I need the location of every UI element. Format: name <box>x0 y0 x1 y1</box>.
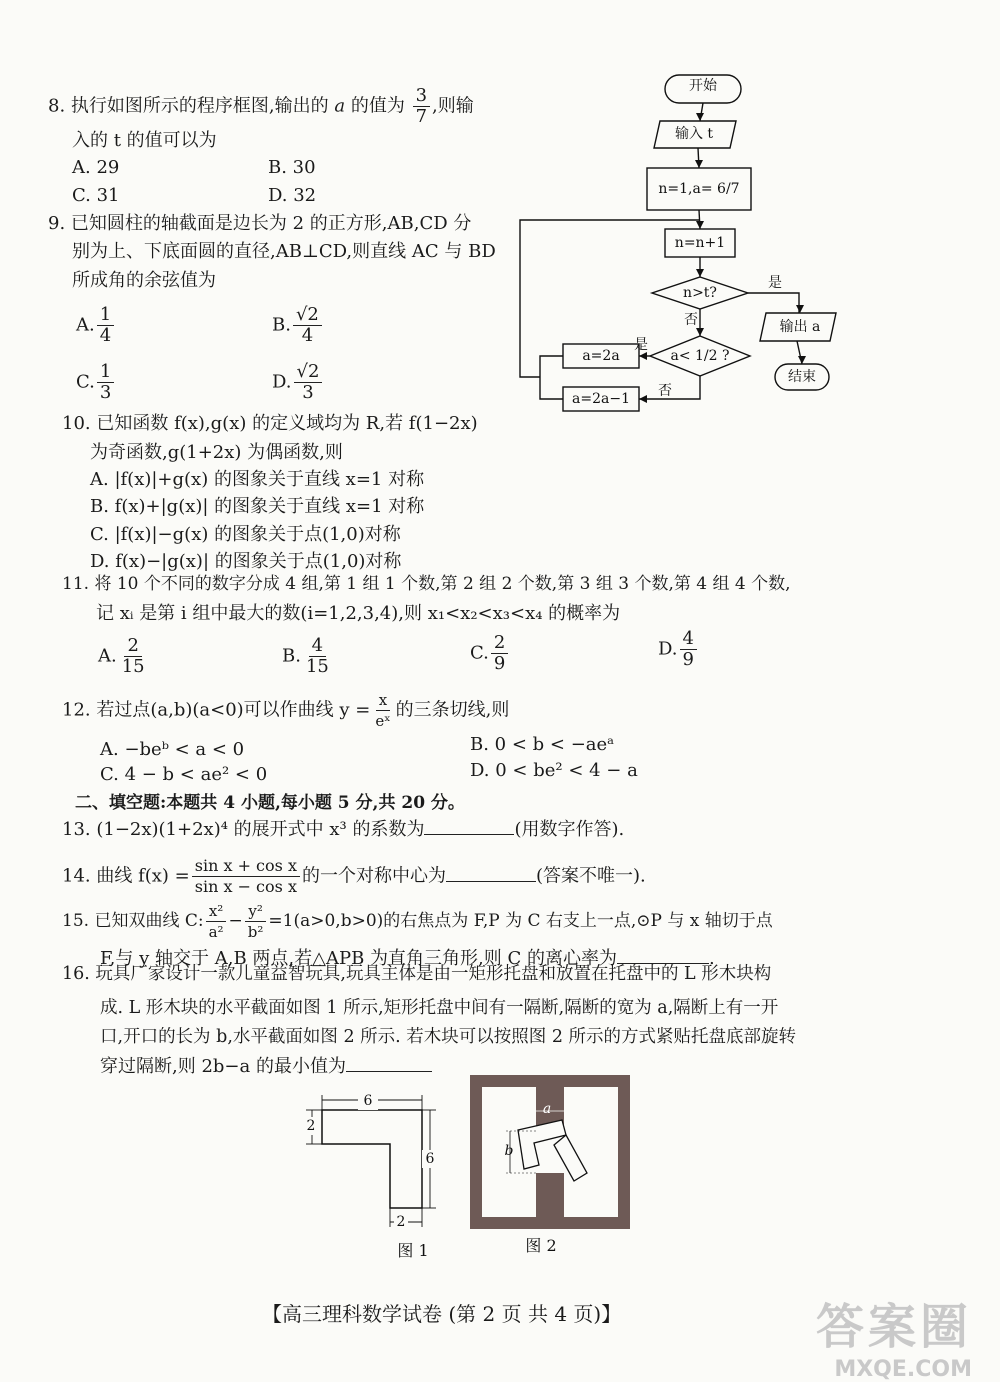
flow-condition-2: a< 1/2 ? <box>670 348 730 364</box>
q10-line2: 为奇函数,g(1+2x) 为偶函数,则 <box>90 442 343 463</box>
q9-line1: 9. 已知圆柱的轴截面是边长为 2 的正方形,AB,CD 分 <box>48 213 472 234</box>
q12-option-a: A. −beᵇ < a < 0 <box>100 739 245 760</box>
q8-fraction: $\frac{3}{7}$ <box>413 86 430 127</box>
q9-option-c: C. $\frac{1}{3}$ <box>76 362 116 403</box>
q11-option-b: B. $\frac{4}{15}$ <box>282 635 329 677</box>
q11-option-c: C. $\frac{2}{9}$ <box>470 633 510 674</box>
q10-line1: 10. 已知函数 f(x),g(x) 的定义域均为 R,若 f(1−2x) <box>62 413 478 434</box>
q8-option-a: A. 29 <box>72 157 120 178</box>
q12-option-d: D. 0 < be² < 4 − a <box>470 760 638 781</box>
flow-yes-2: 是 <box>634 337 648 353</box>
q13: 13. (1−2x)(1+2x)⁴ 的展开式中 x³ 的系数为 (用数字作答). <box>62 816 624 843</box>
q11-option-d: D. $\frac{4}{9}$ <box>658 629 699 670</box>
q14: 14. 曲线 f(x) = $\frac{\text{sin x + cos x}}{\text{sin x − cos x}}$ 的一个对称中心为 (答案不唯一). <box>62 856 646 896</box>
q8-option-d: D. 32 <box>268 185 317 206</box>
q16-line1: 16. 玩具厂家设计一款儿童益智玩具,玩具主体是由一矩形托盘和放置在托盘中的 L 形木块构 <box>62 964 772 984</box>
q11-option-a: A. $\frac{2}{15}$ <box>98 635 145 677</box>
q12-option-c: C. 4 − b < ae² < 0 <box>100 764 268 785</box>
fig1-dim-right: 6 <box>422 1150 438 1168</box>
flow-box-a2a: a=2a <box>582 348 620 364</box>
q8-line1: 8. 执行如图所示的程序框图,输出的 a 的值为 $\frac{3}{7}$ ,则输 <box>48 85 474 127</box>
q16-line4: 穿过隔断,则 2b−a 的最小值为 <box>100 1053 432 1080</box>
q11-line1: 11. 将 10 个不同的数字分成 4 组,第 1 组 1 个数,第 2 组 2 个数,第 3 组 3 个数,第 4 组 4 个数, <box>62 574 791 594</box>
q16-line3: 口,开口的长为 b,水平截面如图 2 所示. 若木块可以按照图 2 所示的方式紧贴托盘底部旋转 <box>100 1027 797 1047</box>
flow-no-2: 否 <box>658 383 672 399</box>
flow-init: n=1,a= 6/7 <box>658 181 740 197</box>
flow-condition-1: n>t? <box>683 285 717 301</box>
flow-input: 输入 t <box>674 126 714 142</box>
flow-output: 输出 a <box>779 319 821 335</box>
flow-start: 开始 <box>689 78 717 94</box>
flow-no-1: 否 <box>684 312 698 328</box>
q11-line2: 记 xᵢ 是第 i 组中最大的数(i=1,2,3,4),则 x₁<x₂<x₃<x₄ 的概率为 <box>96 603 621 624</box>
q10-option-c: C. |f(x)|−g(x) 的图象关于点(1,0)对称 <box>90 524 401 545</box>
q9-option-b: B. $\frac{√2}{4}$ <box>272 305 324 346</box>
q12-line1: 12. 若过点(a,b)(a<0)可以作曲线 y = $\frac{x}{\text{eˣ}}$ 的三条切线,则 <box>62 691 510 730</box>
q12-option-b: B. 0 < b < −aeᵃ <box>470 734 615 755</box>
page-footer: 【高三理科数学试卷 (第 2 页 共 4 页)】 <box>262 1302 622 1326</box>
fig1-dim-bottom: 2 <box>394 1213 408 1231</box>
flow-increment: n=n+1 <box>674 235 726 251</box>
section-2-heading: 二、填空题:本题共 4 小题,每小题 5 分,共 20 分。 <box>75 793 465 813</box>
flow-end: 结束 <box>788 369 816 385</box>
fig2-label-a: a <box>542 1101 552 1117</box>
q15-line1: 15. 已知双曲线 C: $\frac{\text{x²}}{\text{a²}}$ − $\frac{\text{y²}}{\text{b²}}$ =1(a>0,b>0)的右焦点为 F,P 为 C 右支上一点,⊙P 与 x 轴切于点 <box>62 902 773 941</box>
q9-option-d: D. $\frac{√2}{3}$ <box>272 362 324 403</box>
fig1-dim-top: 6 <box>358 1092 378 1110</box>
q16-line2: 成. L 形木块的水平截面如图 1 所示,矩形托盘中间有一隔断,隔断的宽为 a,隔断上有一开 <box>100 998 779 1018</box>
watermark: 答案圈 MXQE.COM <box>815 1299 972 1382</box>
q9-line3: 所成角的余弦值为 <box>72 270 216 291</box>
flow-box-a2a-minus-1: a=2a−1 <box>572 391 630 407</box>
q9-option-a: A. $\frac{1}{4}$ <box>76 305 116 346</box>
fig2-label-b: b <box>504 1143 514 1159</box>
q15-line2: F,与 y 轴交于 A,B 两点,若△APB 为直角三角形,则 C 的离心率为 . <box>100 945 715 972</box>
q8-option-b: B. 30 <box>268 157 316 178</box>
fig2-caption: 图 2 <box>525 1236 557 1255</box>
q8-option-c: C. 31 <box>72 185 120 206</box>
figure-2-tray <box>470 1075 632 1231</box>
q10-option-d: D. f(x)−|g(x)| 的图象关于点(1,0)对称 <box>90 551 402 572</box>
q10-option-a: A. |f(x)|+g(x) 的图象关于直线 x=1 对称 <box>90 469 425 490</box>
fig1-caption: 图 1 <box>397 1241 429 1260</box>
q8-line2: 入的 t 的值可以为 <box>72 130 217 151</box>
q10-option-b: B. f(x)+|g(x)| 的图象关于直线 x=1 对称 <box>90 496 425 517</box>
flow-yes-1: 是 <box>768 275 782 291</box>
q9-line2: 别为上、下底面圆的直径,AB⊥CD,则直线 AC 与 BD <box>72 241 496 262</box>
fig1-dim-left: 2 <box>304 1117 318 1135</box>
